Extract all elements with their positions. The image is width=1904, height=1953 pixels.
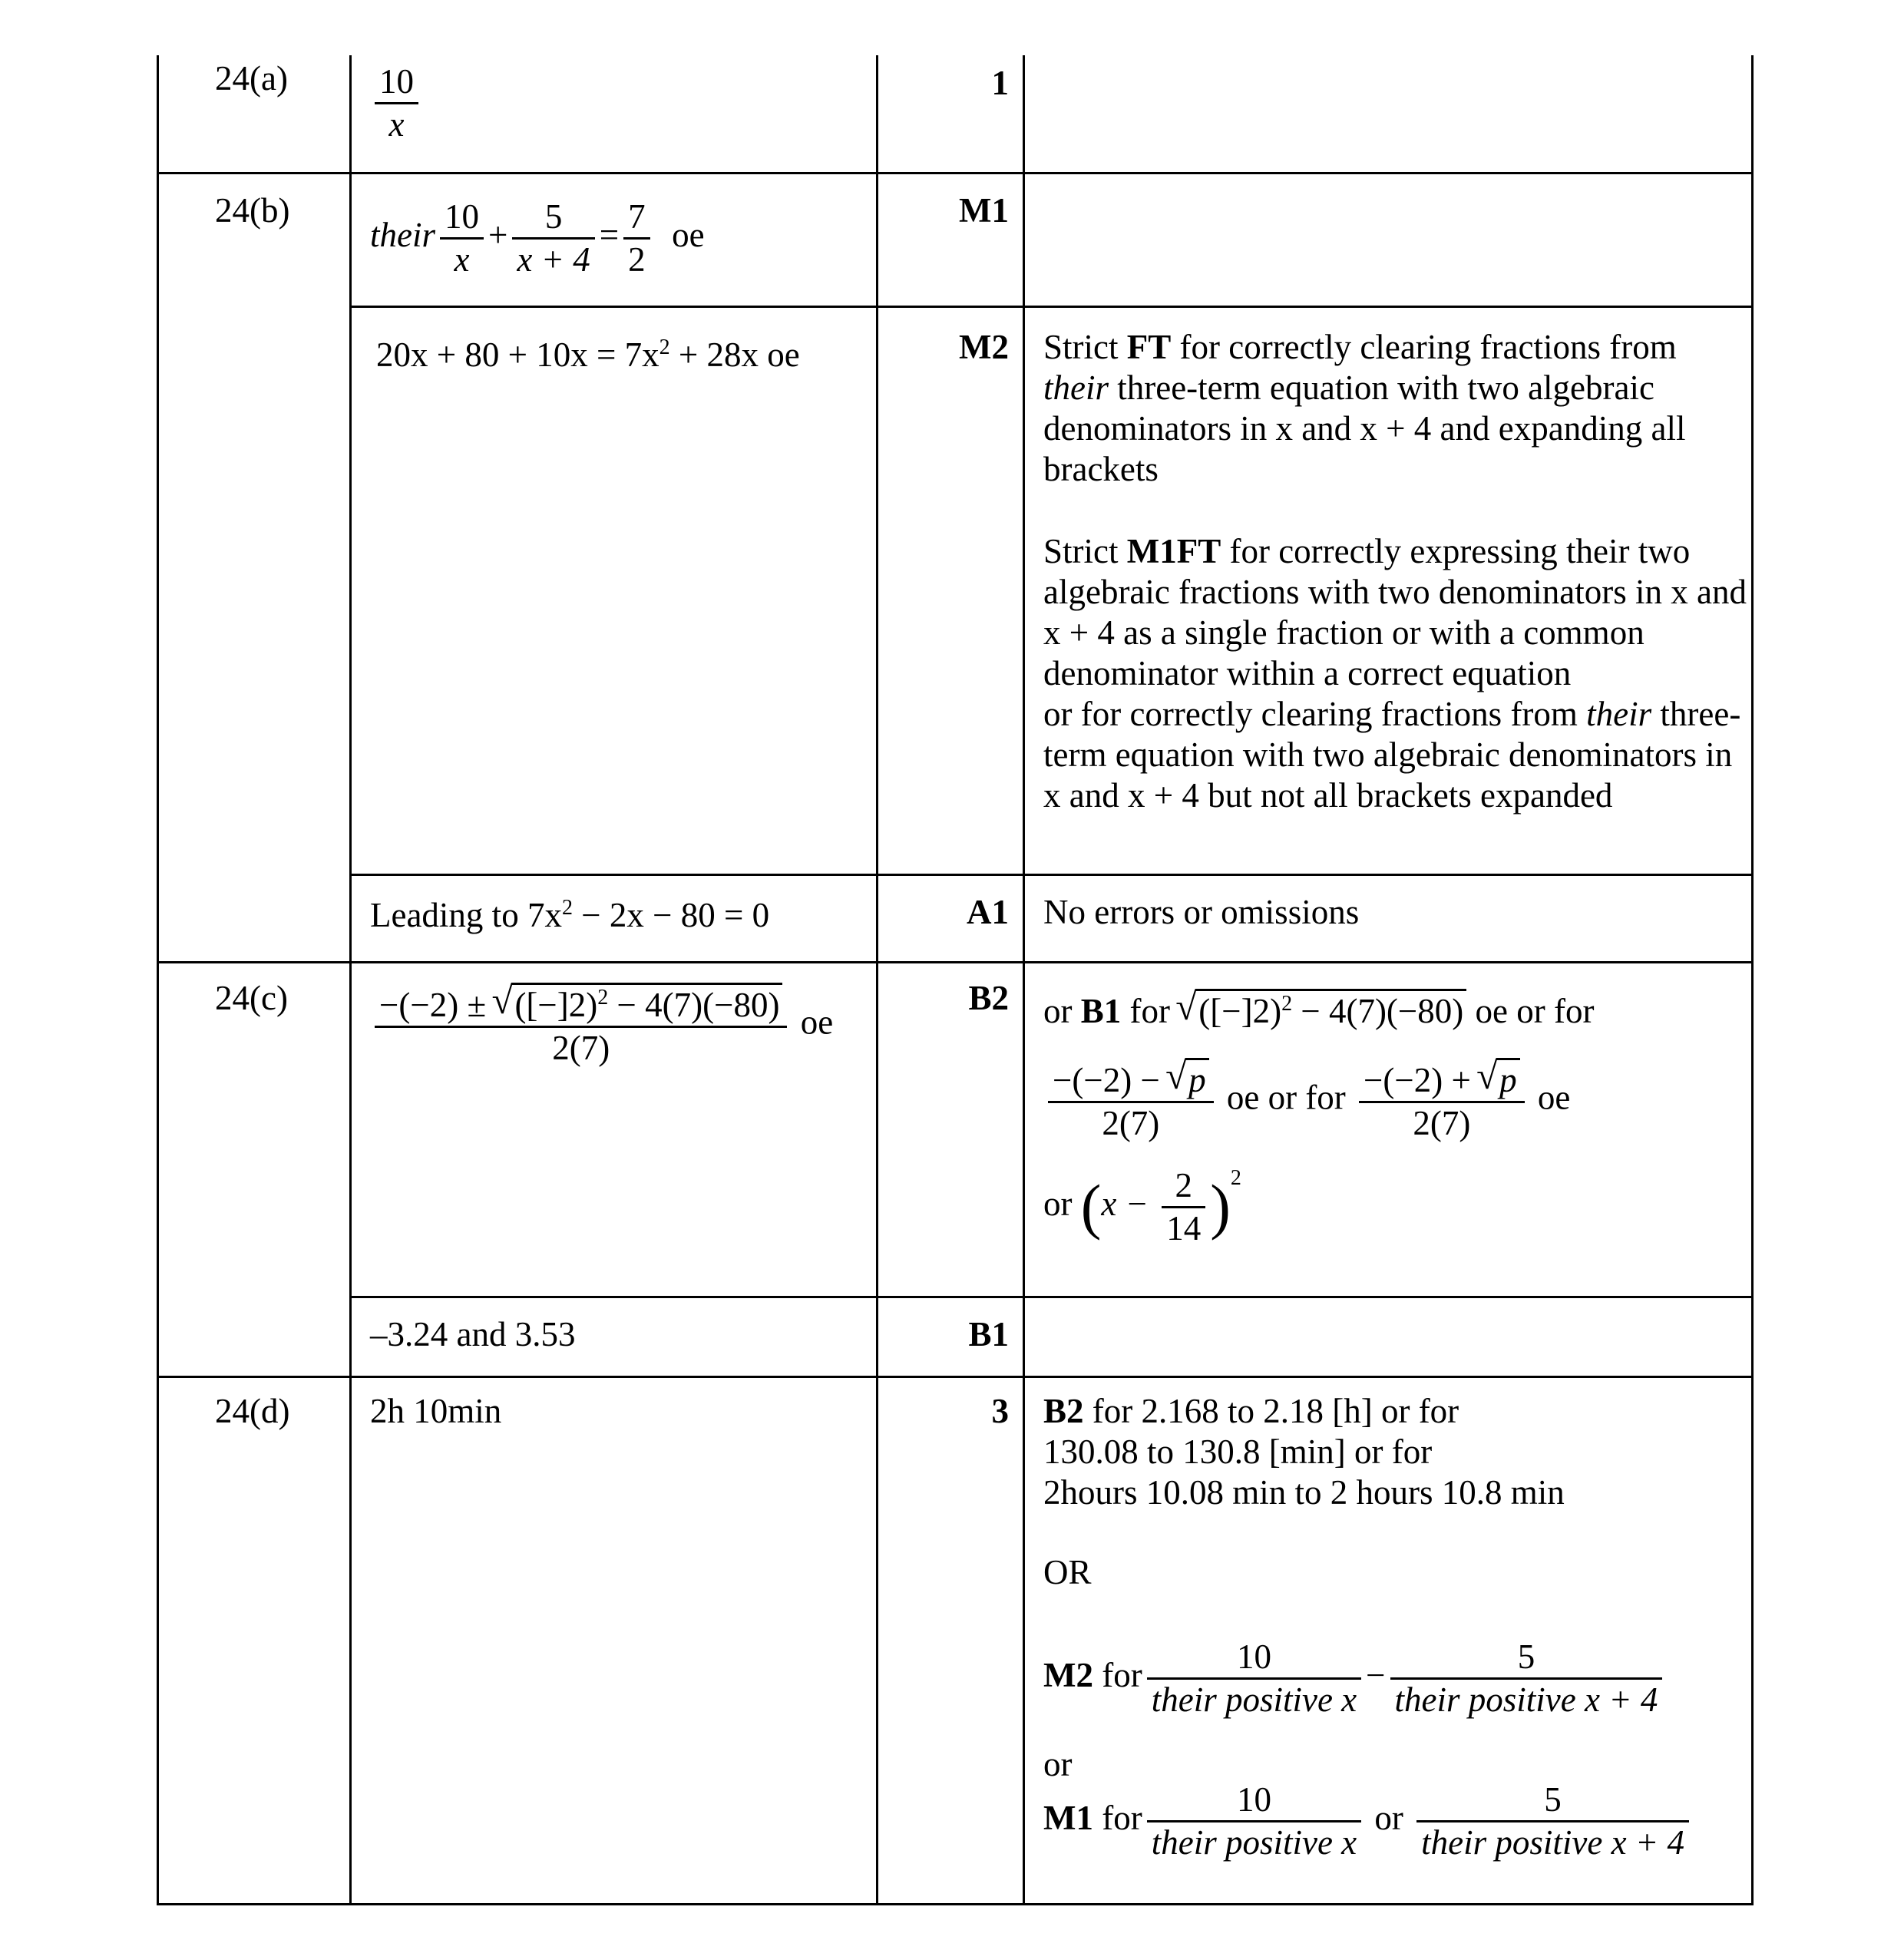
fraction-numerator: 7: [628, 197, 646, 236]
mark: M1: [959, 191, 1009, 230]
answer-text: –3.24 and 3.53: [370, 1315, 576, 1353]
fraction-numerator: 10: [1236, 1637, 1271, 1676]
fraction: [1147, 1780, 1361, 1863]
table-border-right: [1751, 55, 1754, 1905]
equation-left: 20x + 80 + 10x = 7x: [376, 335, 659, 374]
guidance-fragment: Strict: [1043, 328, 1127, 366]
guidance-fragment: three-term equation with two algebraic denominators in x and x + 4 and expanding all brackets: [1043, 368, 1686, 488]
guidance-fragment: oe or for: [1218, 1078, 1355, 1117]
guidance-fragment: for: [1092, 1655, 1142, 1694]
equals-sign: =: [599, 215, 620, 254]
fraction: [623, 197, 650, 280]
exponent: 2: [597, 986, 609, 1010]
fraction-denominator: their positive x: [1147, 1820, 1361, 1863]
guidance-fragment: or for correctly clearing fractions from: [1043, 695, 1587, 733]
root-term: ([−]2): [514, 986, 598, 1024]
equation-right: + 28x oe: [669, 335, 800, 374]
guidance-text: [1043, 531, 1750, 816]
row-divider: [157, 172, 1754, 174]
question-number: 24(b): [215, 191, 290, 230]
guidance-fragment: or: [1366, 1798, 1413, 1837]
mark: B1: [968, 1315, 1009, 1353]
answer-equation: [370, 197, 705, 280]
mark-code: B1: [1080, 992, 1122, 1030]
row-divider: [349, 306, 1754, 308]
guidance-fragment: for: [1092, 1798, 1142, 1837]
fraction: [1147, 1637, 1361, 1720]
minus-sign: −: [1366, 1655, 1386, 1694]
mark-code: M1FT: [1126, 532, 1221, 570]
fraction-numerator: [1359, 1058, 1525, 1101]
guidance-text: [1043, 327, 1742, 490]
square-root: √ p: [1185, 1058, 1209, 1101]
their-label: their: [370, 215, 435, 254]
fraction: [375, 61, 418, 145]
root-term: − 4(7)(−80): [1292, 992, 1464, 1030]
open-paren: (: [1080, 1173, 1102, 1241]
fraction-denominator: 2(7): [1048, 1101, 1214, 1144]
fraction-denominator: x + 4: [512, 237, 594, 280]
fraction: [1416, 1780, 1689, 1863]
fraction: [1359, 1058, 1525, 1144]
numerator-prefix: −(−2) ±: [379, 986, 495, 1024]
square-root: √ p: [1496, 1058, 1520, 1101]
mark-code: M2: [1043, 1655, 1093, 1694]
row-divider: [349, 1296, 1754, 1298]
table-column-divider: [1023, 55, 1025, 1905]
table-border-left: [157, 55, 159, 1905]
fraction: [375, 983, 787, 1069]
fraction-denominator: their positive x + 4: [1416, 1820, 1689, 1863]
fraction-numerator: 5: [1544, 1780, 1562, 1819]
oe-label: oe: [672, 215, 705, 254]
table-column-divider: [876, 55, 878, 1905]
guidance-line: [1043, 989, 1594, 1032]
numerator-prefix: −(−2) +: [1364, 1061, 1480, 1099]
mark: B2: [968, 979, 1009, 1017]
guidance-fragment: or: [1043, 992, 1081, 1030]
fraction-denominator: their positive x + 4: [1390, 1677, 1663, 1720]
guidance-line: OR: [1043, 1553, 1092, 1591]
numerator-prefix: −(−2) −: [1053, 1061, 1169, 1099]
guidance-fragment: for: [1121, 992, 1179, 1030]
fraction-numerator: 2: [1175, 1166, 1192, 1205]
oe-label: oe: [800, 1003, 834, 1042]
mark: 3: [991, 1392, 1009, 1430]
guidance-fragment: for 2.168 to 2.18 [h] or for: [1083, 1392, 1459, 1430]
guidance-fragment: or: [1043, 1184, 1081, 1223]
table-border-bottom: [157, 1903, 1754, 1905]
guidance-line: [1043, 1780, 1694, 1863]
mark: 1: [991, 64, 1009, 102]
exponent: 2: [1281, 992, 1293, 1016]
fraction-denominator: 2: [623, 237, 650, 280]
answer-quadratic-formula: [370, 983, 833, 1069]
plus-sign: +: [488, 215, 508, 254]
answer-equation: [376, 335, 800, 375]
mark-code: M1: [1043, 1798, 1093, 1837]
guidance-line: [1043, 1058, 1570, 1144]
fraction-numerator: 10: [445, 197, 479, 236]
fraction: [1048, 1058, 1214, 1144]
root-term: − 4(7)(−80): [608, 986, 780, 1024]
guidance-line: [1043, 1637, 1667, 1720]
row-divider: [157, 961, 1754, 963]
guidance-line: 2hours 10.08 min to 2 hours 10.8 min: [1043, 1473, 1565, 1512]
exponent: 2: [1230, 1165, 1241, 1190]
their-label: their: [1586, 695, 1652, 733]
mark-scheme-table: [157, 55, 1754, 1905]
fraction-denominator: 2(7): [1359, 1101, 1525, 1144]
close-paren: ): [1210, 1173, 1231, 1241]
their-label: their: [1043, 368, 1109, 407]
equation-right: − 2x − 80 = 0: [572, 896, 770, 934]
fraction-denominator: 2(7): [375, 1026, 787, 1069]
mark-code: FT: [1126, 328, 1172, 366]
fraction-denominator: their positive x: [1147, 1677, 1361, 1720]
fraction-numerator: 10: [1236, 1780, 1271, 1819]
fraction-numerator: [375, 983, 787, 1026]
fraction-numerator: [1048, 1058, 1214, 1101]
guidance-line: [1043, 1165, 1241, 1249]
answer-text: 2h 10min: [370, 1392, 502, 1430]
mark: M2: [959, 328, 1009, 366]
fraction-denominator: 14: [1162, 1206, 1205, 1249]
fraction-numerator: 5: [544, 197, 563, 236]
variable-term: x −: [1101, 1184, 1158, 1223]
mark: A1: [967, 893, 1009, 931]
square-root: [1195, 989, 1466, 1032]
fraction: [1390, 1637, 1663, 1720]
oe-label: oe: [1529, 1078, 1571, 1117]
square-root: [511, 983, 782, 1026]
question-number: 24(d): [215, 1392, 290, 1430]
guidance-text: No errors or omissions: [1043, 893, 1360, 931]
fraction: [1162, 1165, 1205, 1249]
question-number: 24(a): [215, 59, 288, 97]
guidance-fragment: for correctly clearing fractions from: [1171, 328, 1677, 366]
guidance-fragment: for correctly expressing their two algebraic fractions with two denominators in x and x + 4 as a single fraction or with a common denominator within a correct equation: [1043, 532, 1747, 692]
fraction-numerator: 5: [1517, 1637, 1535, 1676]
row-divider: [349, 874, 1754, 876]
guidance-line: 130.08 to 130.8 [min] or for: [1043, 1433, 1433, 1471]
exponent: 2: [561, 896, 573, 920]
mark-code: B2: [1043, 1392, 1084, 1430]
fraction-numerator: 10: [379, 62, 414, 101]
guidance-fragment: oe or for: [1466, 992, 1595, 1030]
fraction: [512, 197, 594, 280]
guidance-line: or: [1043, 1745, 1073, 1783]
question-number: 24(c): [215, 979, 288, 1017]
fraction-denominator: x: [375, 102, 418, 145]
answer-fraction: [370, 61, 423, 145]
fraction: [440, 197, 484, 280]
table-column-divider: [349, 55, 352, 1905]
guidance-line: [1043, 1391, 1459, 1432]
root-term: ([−]2): [1198, 992, 1282, 1030]
answer-equation: [370, 895, 769, 936]
fraction-denominator: x: [440, 237, 484, 280]
guidance-fragment: Strict: [1043, 532, 1127, 570]
row-divider: [157, 1376, 1754, 1378]
guidance-fragment: three-term equation with two algebraic denominators in x and x + 4 but not all brackets expanded: [1043, 695, 1741, 815]
equation-left: Leading to 7x: [370, 896, 562, 934]
exponent: 2: [659, 335, 670, 359]
